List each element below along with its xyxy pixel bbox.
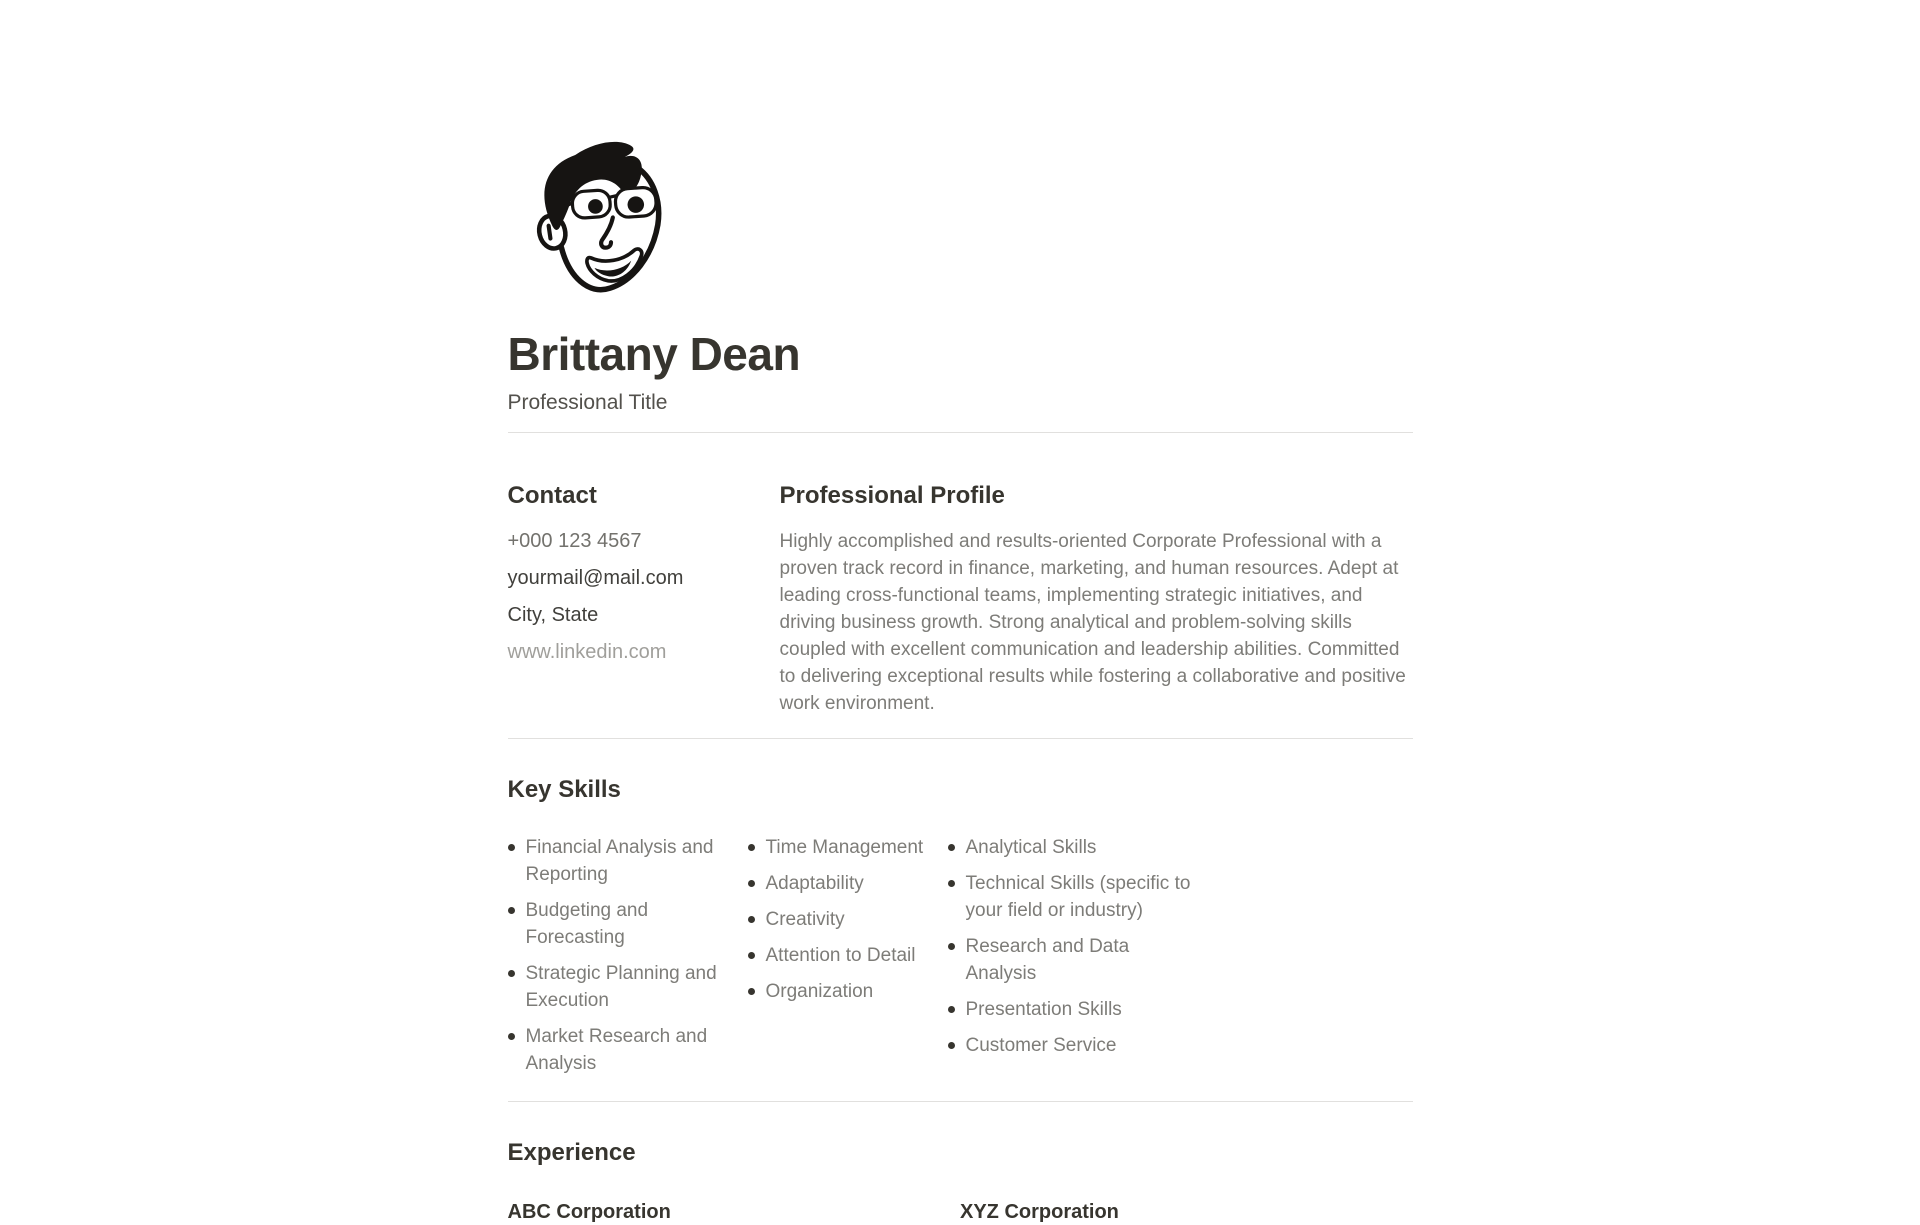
skill-item: Technical Skills (specific to your field or industry) [948,870,1194,924]
skills-column-1 [508,834,748,1077]
skill-item: Strategic Planning and Execution [508,960,748,1014]
contact-heading: Contact [507,482,597,509]
skills-column-2 [748,834,948,1077]
contact-website-link[interactable]: www.linkedin.com [507,641,667,663]
profile-divider [508,738,1413,739]
skill-item: Attention to Detail [748,942,948,969]
skills-heading: Key Skills [507,776,621,803]
profile-column [780,481,1413,718]
skill-item: Customer Service [948,1032,1194,1059]
contact-profile-section [508,481,1413,718]
company-name: XYZ Corporation [960,1201,1119,1223]
skill-item: Market Research and Analysis [508,1023,748,1077]
skill-item: Budgeting and Forecasting [508,897,748,951]
man-with-glasses-icon [522,133,678,301]
skill-item: Research and Data Analysis [948,933,1194,987]
skill-item: Creativity [748,906,948,933]
page-title: Brittany Dean [507,328,801,380]
skill-item: Analytical Skills [948,834,1194,861]
skill-item: Organization [748,978,948,1005]
skills-columns [508,834,1413,1077]
skill-item: Presentation Skills [948,996,1194,1023]
resume-page [508,0,1413,1225]
experience-heading: Experience [507,1139,636,1166]
resume-header [508,133,1413,417]
skill-item: Financial Analysis and Reporting [508,834,748,888]
professional-title: Professional Title [507,391,668,414]
profile-heading: Professional Profile [779,482,1005,509]
header-divider [508,432,1413,433]
experience-columns [508,1199,1413,1225]
skill-item: Adaptability [748,870,948,897]
contact-email[interactable]: yourmail@mail.com [507,567,684,589]
skill-item: Time Management [748,834,948,861]
contact-column [508,481,748,718]
key-skills-section [508,775,1413,1077]
profile-summary-text: Highly accomplished and results-oriented Corporate Professional with a proven track record in finance, marketing, and human resources. Adept at leading cross-functional teams, implementing strategic initiatives, and driving business growth. Strong analytical and problem-solving skills coupled with excellent communication and leadership abilities. Committed to delivering exceptional results while fostering a collaborative and positive work environment. [779,531,1406,714]
avatar [522,133,1413,301]
skills-column-3 [948,834,1194,1077]
contact-phone: +000 123 4567 [507,530,642,552]
skills-divider [508,1101,1413,1102]
contact-location: City, State [507,604,599,626]
experience-section [508,1138,1413,1225]
company-name: ABC Corporation [507,1201,671,1223]
